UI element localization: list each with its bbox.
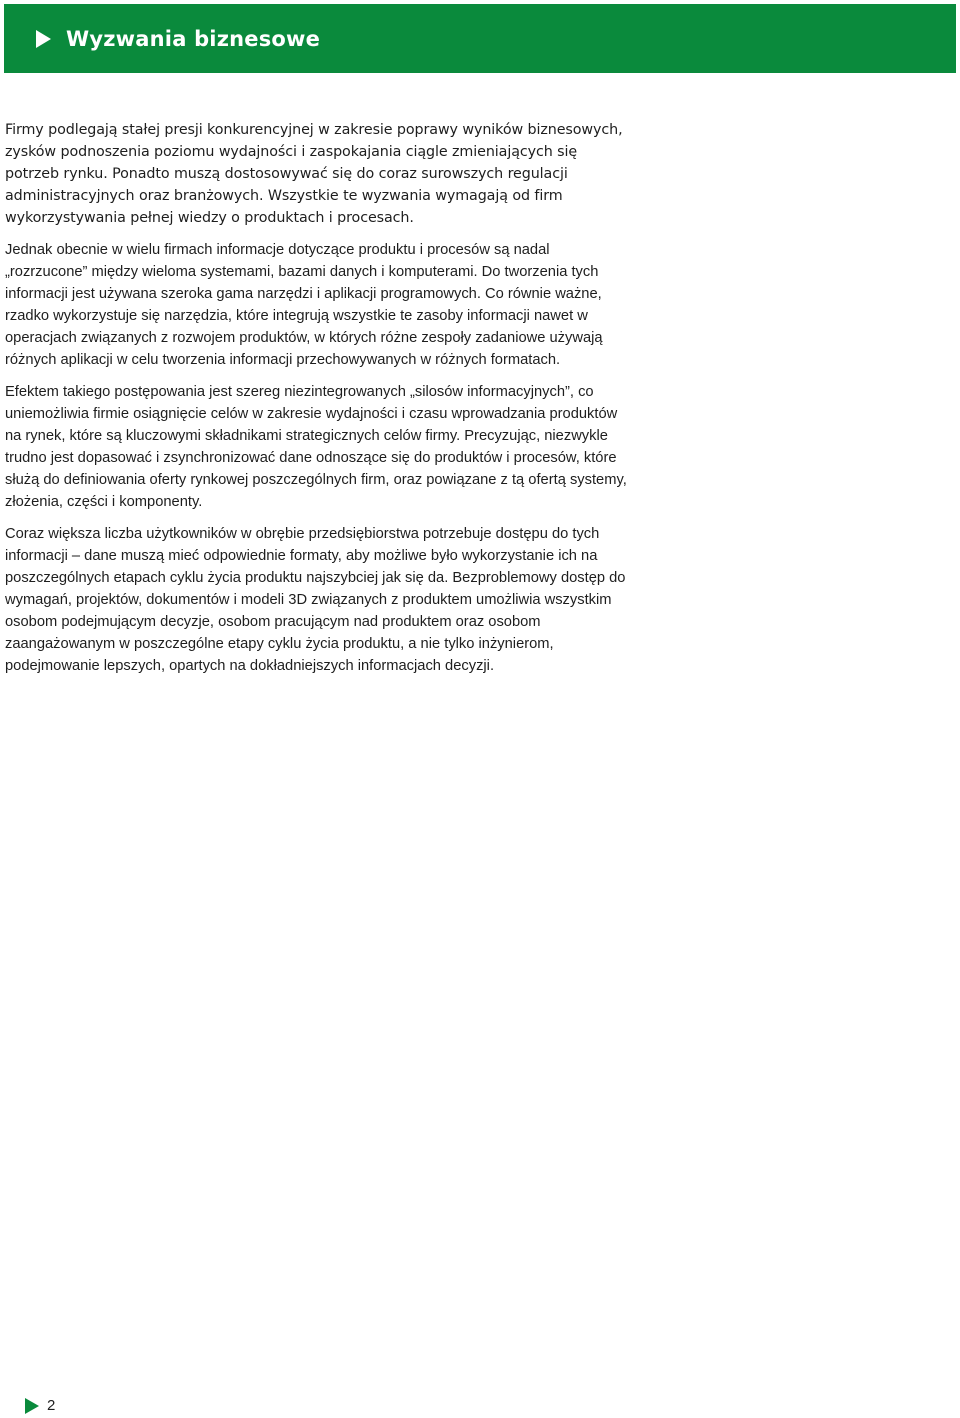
paragraph-3: Efektem takiego postępowania jest szereg niezintegrowanych „silosów informacyjnych”, co uniemożliwia firmie osiągnięcie celów w zakresie wydajności i czasu wprowadzania produktów na rynek, które są kluczowymi składnikami strategicznych celów firmy. Precyzując, niezwykle trudno jest dopasować i zsynchronizować dane odnoszące się do produktów i procesów, które służą do definiowania oferty rynkowej poszczególnych firm, oraz powiązane z tą ofertą systemy, złożenia, części i komponenty. <box>5 384 627 510</box>
body-text <box>5 119 630 687</box>
section-title: Wyzwania biznesowe <box>66 27 321 51</box>
paragraph-1: Firmy podlegają stałej presji konkurencyjnej w zakresie poprawy wyników biznesowych, zysków podnoszenia poziomu wydajności i zaspokajania ciągle zmieniających się potrzeb rynku. Ponadto muszą dostosowywać się do coraz surowszych regulacji administracyjnych oraz branżowych. Wszystkie te wyzwania wymagają od firm wykorzystywania pełnej wiedzy o produktach i procesach. <box>5 122 623 226</box>
triangle-right-icon <box>25 1398 39 1414</box>
paragraph-4: Coraz większa liczba użytkowników w obrębie przedsiębiorstwa potrzebuje dostępu do tych informacji – dane muszą mieć odpowiednie formaty, aby możliwe było wykorzystanie ich na poszczególnych etapach cyklu życia produktu najszybciej jak się da. Bezproblemowy dostęp do wymagań, projektów, dokumentów i modeli 3D związanych z produktem umożliwia wszystkim osobom podejmującym decyzje, osobom pracującym nad produktem oraz osobom zaangażowanym w poszczególne etapy cyklu życia produktu, a nie tylko inżynierom, podejmowanie lepszych, opartych na dokładniejszych informacjach decyzji. <box>5 526 626 674</box>
page-number: 2 <box>47 1397 56 1414</box>
paragraph-2: Jednak obecnie w wielu firmach informacje dotyczące produktu i procesów są nadal „rozrzucone” między wieloma systemami, bazami danych i komputerami. Do tworzenia tych informacji jest używana szeroka gama narzędzi i aplikacji programowych. Co równie ważne, rzadko wykorzystuje się narzędzia, które integrują wszystkie te zasoby informacji nawet w operacjach związanych z rozwojem produktów, w których różne zespoły zadaniowe używają różnych aplikacji w celu tworzenia informacji przechowywanych w różnych formatach. <box>5 242 603 368</box>
section-header <box>4 4 956 73</box>
triangle-right-icon <box>36 30 51 48</box>
